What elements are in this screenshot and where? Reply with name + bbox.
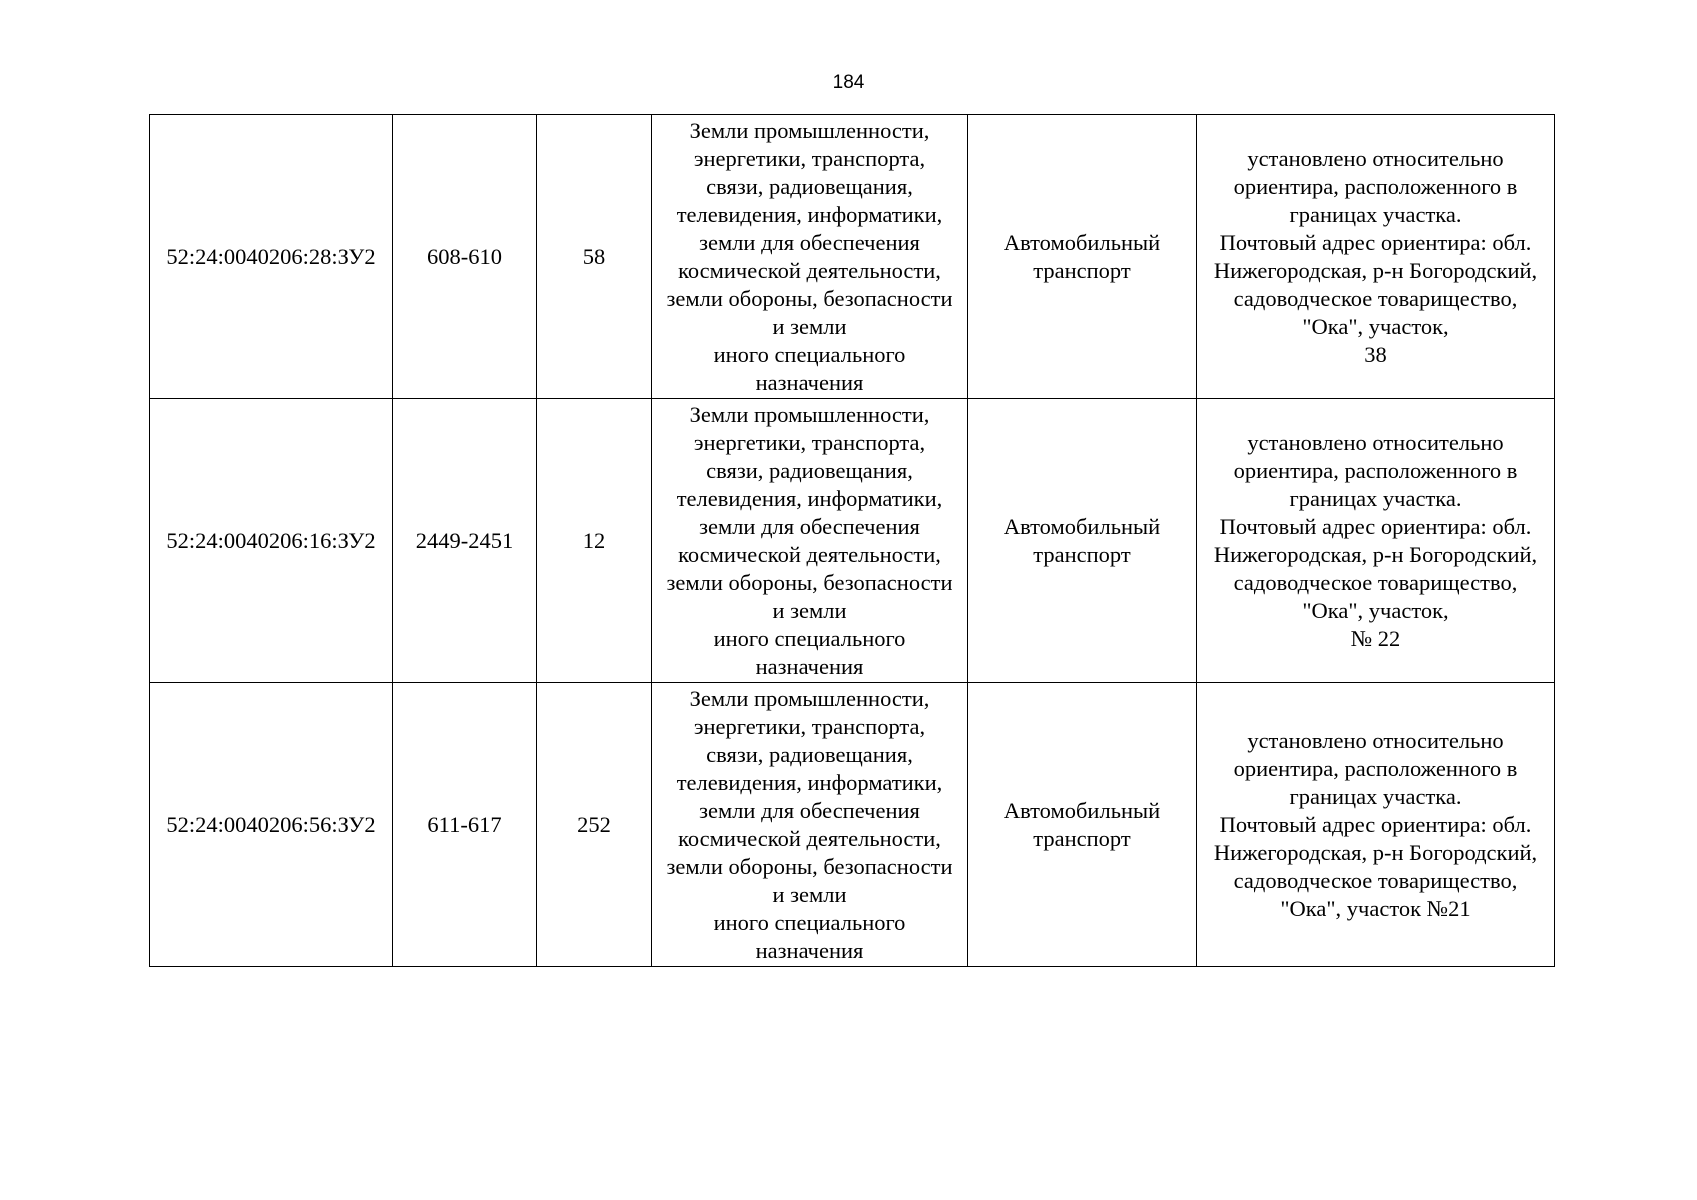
permitted-use-line: Автомобильный bbox=[1003, 513, 1161, 539]
land-category-line: иного специального bbox=[713, 625, 906, 651]
land-category-cell bbox=[652, 683, 968, 967]
land-category-line: связи, радиовещания, bbox=[706, 457, 913, 483]
table-row bbox=[150, 399, 1555, 683]
address-line: ориентира, расположенного в bbox=[1233, 755, 1518, 781]
land-category-line: связи, радиовещания, bbox=[706, 741, 913, 767]
permitted-use-line: транспорт bbox=[1033, 257, 1131, 283]
land-category-line: Земли промышленности, bbox=[689, 685, 930, 711]
address-cell bbox=[1197, 683, 1555, 967]
area-cell: 12 bbox=[537, 399, 652, 683]
address-line: ориентира, расположенного в bbox=[1233, 457, 1518, 483]
address-line: ориентира, расположенного в bbox=[1233, 173, 1518, 199]
land-category-line: телевидения, информатики, bbox=[676, 769, 943, 795]
land-category-line: земли для обеспечения bbox=[699, 797, 920, 823]
points-cell: 2449-2451 bbox=[393, 399, 537, 683]
permitted-use-cell bbox=[968, 399, 1197, 683]
address-line: "Ока", участок №21 bbox=[1280, 895, 1471, 921]
land-category-line: назначения bbox=[755, 937, 864, 963]
land-category-line: энергетики, транспорта, bbox=[693, 145, 926, 171]
land-category-line: и земли bbox=[772, 313, 847, 339]
land-category-cell bbox=[652, 399, 968, 683]
cadastral-number-cell: 52:24:0040206:28:ЗУ2 bbox=[150, 115, 393, 399]
address-line: садоводческое товарищество, bbox=[1233, 285, 1518, 311]
permitted-use-line: Автомобильный bbox=[1003, 229, 1161, 255]
cadastral-number-cell: 52:24:0040206:56:ЗУ2 bbox=[150, 683, 393, 967]
permitted-use-line: транспорт bbox=[1033, 825, 1131, 851]
page-number: 184 bbox=[832, 72, 865, 93]
address-line: установлено относительно bbox=[1247, 727, 1504, 753]
address-line: Нижегородская, р-н Богородский, bbox=[1213, 839, 1538, 865]
land-category-line: Земли промышленности, bbox=[689, 117, 930, 143]
cadastral-number-cell: 52:24:0040206:16:ЗУ2 bbox=[150, 399, 393, 683]
address-cell bbox=[1197, 115, 1555, 399]
land-category-line: иного специального bbox=[713, 341, 906, 367]
address-line: садоводческое товарищество, bbox=[1233, 867, 1518, 893]
address-line: 38 bbox=[1364, 341, 1387, 367]
land-category-line: назначения bbox=[755, 653, 864, 679]
address-line: Почтовый адрес ориентира: обл. bbox=[1219, 513, 1532, 539]
land-category-line: энергетики, транспорта, bbox=[693, 429, 926, 455]
land-category-line: космической деятельности, bbox=[678, 825, 941, 851]
land-category-line: и земли bbox=[772, 597, 847, 623]
land-category-line: назначения bbox=[755, 369, 864, 395]
address-line: № 22 bbox=[1350, 625, 1401, 651]
address-line: границах участка. bbox=[1289, 201, 1462, 227]
points-cell: 611-617 bbox=[393, 683, 537, 967]
permitted-use-cell bbox=[968, 683, 1197, 967]
land-category-line: иного специального bbox=[713, 909, 906, 935]
area-cell: 58 bbox=[537, 115, 652, 399]
address-cell bbox=[1197, 399, 1555, 683]
address-line: садоводческое товарищество, bbox=[1233, 569, 1518, 595]
land-category-line: земли для обеспечения bbox=[699, 229, 920, 255]
address-line: Почтовый адрес ориентира: обл. bbox=[1219, 229, 1532, 255]
land-category-line: телевидения, информатики, bbox=[676, 201, 943, 227]
land-category-line: энергетики, транспорта, bbox=[693, 713, 926, 739]
address-line: "Ока", участок, bbox=[1302, 313, 1449, 339]
address-line: границах участка. bbox=[1289, 783, 1462, 809]
land-category-line: космической деятельности, bbox=[678, 541, 941, 567]
points-cell: 608-610 bbox=[393, 115, 537, 399]
land-category-line: земли обороны, безопасности bbox=[666, 285, 953, 311]
permitted-use-line: транспорт bbox=[1033, 541, 1131, 567]
land-category-line: связи, радиовещания, bbox=[706, 173, 913, 199]
permitted-use-cell bbox=[968, 115, 1197, 399]
address-line: установлено относительно bbox=[1247, 429, 1504, 455]
table-row bbox=[150, 115, 1555, 399]
land-category-line: космической деятельности, bbox=[678, 257, 941, 283]
address-line: Нижегородская, р-н Богородский, bbox=[1213, 257, 1538, 283]
address-line: установлено относительно bbox=[1247, 145, 1504, 171]
land-category-line: земли для обеспечения bbox=[699, 513, 920, 539]
land-category-line: телевидения, информатики, bbox=[676, 485, 943, 511]
land-category-cell bbox=[652, 115, 968, 399]
address-line: "Ока", участок, bbox=[1302, 597, 1449, 623]
address-line: Почтовый адрес ориентира: обл. bbox=[1219, 811, 1532, 837]
permitted-use-line: Автомобильный bbox=[1003, 797, 1161, 823]
land-category-line: земли обороны, безопасности bbox=[666, 569, 953, 595]
land-category-line: Земли промышленности, bbox=[689, 401, 930, 427]
area-cell: 252 bbox=[537, 683, 652, 967]
land-plots-table bbox=[149, 114, 1555, 967]
land-category-line: и земли bbox=[772, 881, 847, 907]
table-row bbox=[150, 683, 1555, 967]
land-category-line: земли обороны, безопасности bbox=[666, 853, 953, 879]
address-line: Нижегородская, р-н Богородский, bbox=[1213, 541, 1538, 567]
address-line: границах участка. bbox=[1289, 485, 1462, 511]
